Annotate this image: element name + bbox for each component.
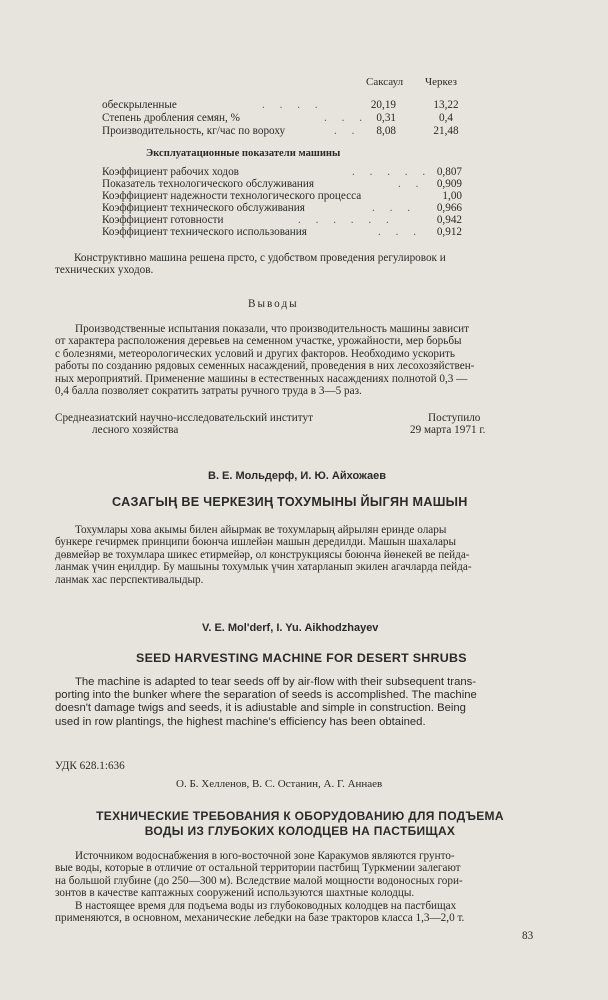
leader-dots: . . . xyxy=(378,226,422,238)
row-label: Производительность, кг/час по вороху xyxy=(102,125,286,137)
institute-name: Среднеазиатский научно-исследовательский институт xyxy=(55,412,313,424)
en-authors: V. E. Mol'derf, I. Yu. Aikhodzhayev xyxy=(202,622,379,634)
text-line: зонтов в качестве каптажных сооружений используются шахтные колодцы. xyxy=(55,887,415,900)
en-title: SEED HARVESTING MACHINE FOR DESERT SHRUBS xyxy=(136,651,467,665)
row-value: 0,942 xyxy=(436,214,462,226)
construct-line: Конструктивно машина решена прсто, с удобством проведения регулировок и xyxy=(74,252,446,264)
row-label: Показатель технологического обслуживания xyxy=(102,178,315,190)
row-value-cherkez: 21,48 xyxy=(433,125,459,137)
construct-line: технических уходов. xyxy=(55,264,154,276)
text-line: с болезнями, метеорологических условий и других факторов. Необходимо ускорить xyxy=(55,347,455,360)
text-line: Тохумлары хова акымы билен айырмак ве тохумларың айрылян еринде олары xyxy=(75,524,447,536)
col-header-saxaul: Саксаул xyxy=(366,76,404,88)
row-value-saxaul: 0,31 xyxy=(376,112,396,124)
row-value: 0,909 xyxy=(436,178,462,190)
table-row xyxy=(102,99,476,112)
row-value-saxaul: 20,19 xyxy=(370,99,396,111)
leader-dots: . . xyxy=(398,178,425,190)
section-title-conclusions: Выводы xyxy=(248,298,299,310)
text-line: porting into the bunker where the separation of seeds is accomplished. The machine xyxy=(55,689,477,702)
en-paragraph xyxy=(55,676,535,729)
text-line: работы по созданию рядовых семенных насаждений, проведения в них лесохозяйствен- xyxy=(55,360,475,373)
text-line: на большой глубине (до 250—300 м). Вследствие малой мощности водоносных гори- xyxy=(55,874,463,887)
text-line: used in row plantings, the highest machine's efficiency has been obtained. xyxy=(55,715,426,728)
institute-name-2: лесного хозяйства xyxy=(92,424,179,436)
text-line: дөвмейәр ве тохумлара шикес етирмейәр, ол конструкциясы боюнча йөнекей ве пейда- xyxy=(55,548,470,561)
received-label: Поступило xyxy=(428,412,481,424)
row-value: 0,807 xyxy=(436,166,462,178)
row-label: Коэффициент готовности xyxy=(102,214,224,226)
text-line: The machine is adapted to tear seeds off by air-flow with their subsequent trans- xyxy=(75,676,477,688)
leader-dots: . . . xyxy=(324,112,368,124)
text-line: бункере гечирмек принципи боюнча ишлейән машын дередилди. Машын шахалары xyxy=(55,536,457,549)
text-line: ных мероприятий. Применение машины в естественных насаждениях полнотой 0,3 — xyxy=(55,372,468,385)
row-label: Коэффициент надежности технологического процесса xyxy=(102,190,362,202)
tk-authors: В. Е. Мольдерф, И. Ю. Айхожаев xyxy=(208,470,386,482)
new-authors: О. Б. Хелленов, В. С. Останин, А. Г. Аннаев xyxy=(176,778,383,790)
leader-dots: . . . . . . xyxy=(298,214,395,226)
new-paragraph xyxy=(55,850,541,924)
row-value-cherkez: 0,4 xyxy=(439,112,453,124)
title-line: ТЕХНИЧЕСКИЕ ТРЕБОВАНИЯ К ОБОРУДОВАНИЮ ДЛЯ ПОДЪЕМА xyxy=(96,809,504,823)
page-number: 83 xyxy=(522,930,534,942)
text-line: doesn't damage twigs and seeds, it is adiustable and simple in construction. Being xyxy=(55,702,466,715)
row-value: 0,966 xyxy=(436,202,462,214)
text-line: ланмак хас перспективалыдыр. xyxy=(55,573,204,586)
table-row xyxy=(102,125,476,138)
received-date: 29 марта 1971 г. xyxy=(410,424,486,436)
text-line: ланмак үчин еңилдир. Бу машыны тохумлык үчин хатарланып экилен агачларда пейда- xyxy=(55,561,472,574)
row-value-saxaul: 8,08 xyxy=(376,125,396,137)
text-line: 0,4 балла позволяет сократить затраты ручного труда в 3—5 раз. xyxy=(55,385,362,398)
table-row xyxy=(102,226,462,239)
leader-dots: . . . xyxy=(372,202,416,214)
leader-dots: . . xyxy=(334,125,361,137)
leader-dots: . . . . . xyxy=(352,166,432,178)
row-label: Степень дробления семян, % xyxy=(102,112,240,124)
row-label: Коэффициент технического обслуживания xyxy=(102,202,305,214)
row-value-cherkez: 13,22 xyxy=(433,99,459,111)
row-value: 1,00 xyxy=(442,190,462,202)
text-line: В настоящее время для подъема воды из глубоководных колодцев на пастбищах xyxy=(75,899,457,912)
text-line: применяются, в основном, механические лебедки на базе тракторов класса 1,3—2,0 т. xyxy=(55,912,465,925)
text-line: от характера расположения деревьев на семенном участке, урожайности, мер борьбы xyxy=(55,335,462,348)
section-subtitle: Эксплуатационные показатели машины xyxy=(146,148,341,159)
conclusions-paragraph xyxy=(55,323,539,397)
text-line: Производственные испытания показали, что производительность машины зависит xyxy=(75,323,469,335)
table-row xyxy=(102,112,476,125)
tk-title: САЗАГЫҢ ВЕ ЧЕРКЕЗИҢ ТОХУМЫНЫ ЙЫГЯН МАШЫН xyxy=(112,495,468,509)
row-label: Коэффициент технического использования xyxy=(102,226,307,238)
tk-paragraph xyxy=(55,524,539,586)
leader-dots: . . . . xyxy=(262,99,324,111)
new-title xyxy=(55,809,545,839)
row-label: Коэффициент рабочих ходов xyxy=(102,166,239,178)
udk-code: УДК 628.1:636 xyxy=(55,760,125,772)
title-line: ВОДЫ ИЗ ГЛУБОКИХ КОЛОДЦЕВ НА ПАСТБИЩАХ xyxy=(144,824,456,838)
text-line: вые воды, которые в отличие от остальной территории пастбищ Туркмении залегают xyxy=(55,862,461,875)
row-label: обескрыленные xyxy=(102,99,177,111)
col-header-cherkez: Черкез xyxy=(425,76,457,88)
row-value: 0,912 xyxy=(436,226,462,238)
text-line: Источником водоснабжения в юго-восточной зоне Каракумов являются грунто- xyxy=(75,850,455,862)
